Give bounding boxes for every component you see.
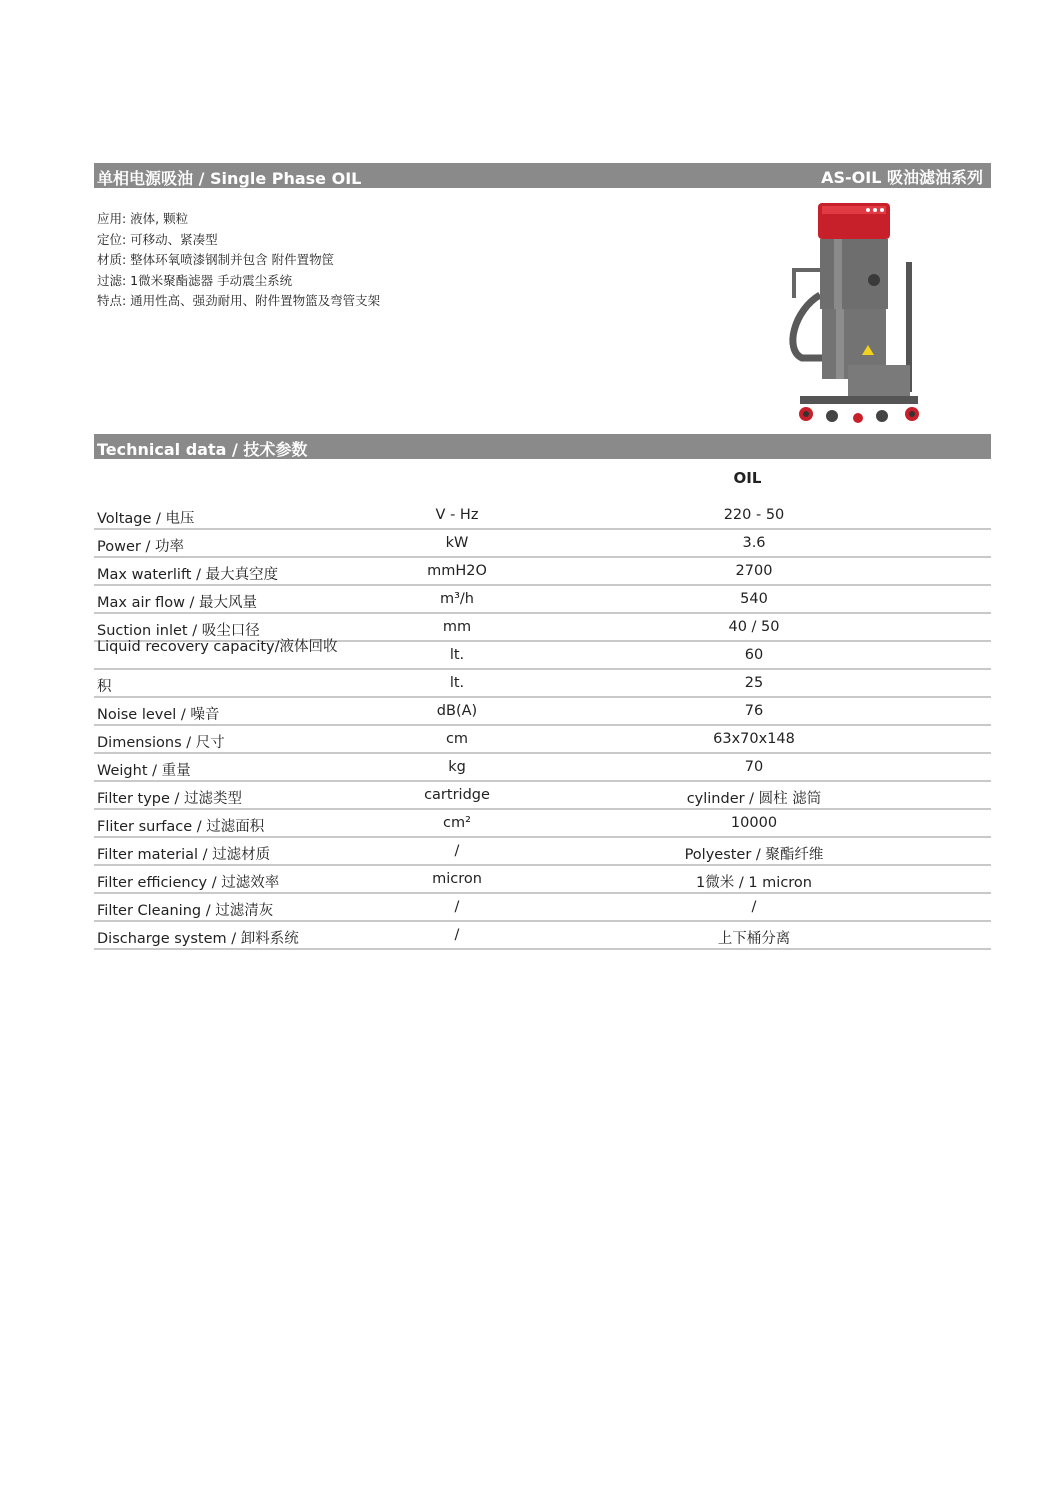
feature-item: 应用: 液体, 颗粒 bbox=[97, 211, 189, 226]
spec-unit: micron bbox=[432, 871, 482, 887]
technical-data-bar bbox=[94, 434, 991, 459]
table-row bbox=[94, 782, 991, 810]
spec-label: Discharge system / 卸料系统 bbox=[97, 931, 299, 947]
feature-item: 定位: 可移动、紧凑型 bbox=[97, 231, 218, 247]
spec-value: Polyester / 聚酯纤维 bbox=[684, 847, 824, 863]
table-row bbox=[94, 639, 991, 670]
spec-unit: mmH2O bbox=[427, 563, 487, 579]
table-row bbox=[94, 586, 991, 614]
spec-unit: V - Hz bbox=[435, 507, 479, 523]
spec-label: Max air flow / 最大风量 bbox=[97, 595, 258, 611]
table-row bbox=[94, 810, 991, 838]
spec-table bbox=[94, 502, 991, 950]
spec-value: 63x70x148 bbox=[713, 731, 795, 747]
spec-label: Voltage / 电压 bbox=[97, 511, 195, 527]
spec-label: Filter type / 过滤类型 bbox=[97, 791, 243, 807]
spec-label: Filter material / 过滤材质 bbox=[97, 847, 271, 863]
spec-value: 3.6 bbox=[742, 535, 766, 551]
table-row bbox=[94, 754, 991, 782]
spec-value: 25 bbox=[744, 675, 764, 691]
feature-item: 过滤: 1微米聚酯滤器 手动震尘系统 bbox=[97, 272, 293, 288]
spec-value: 220 - 50 bbox=[723, 507, 785, 523]
spec-unit: m³/h bbox=[439, 591, 474, 607]
spec-value: 40 / 50 bbox=[728, 619, 780, 635]
spec-unit: mm bbox=[442, 619, 472, 635]
spec-unit: cartridge bbox=[424, 787, 490, 803]
technical-data-title: Technical data / 技术参数 bbox=[97, 440, 308, 459]
header-left-title: 单相电源吸油 / Single Phase OIL bbox=[97, 169, 362, 188]
spec-value: 540 bbox=[740, 591, 768, 607]
spec-label: Dimensions / 尺寸 bbox=[97, 735, 225, 751]
spec-unit: cm² bbox=[443, 815, 471, 831]
table-row bbox=[94, 530, 991, 558]
spec-unit: lt. bbox=[449, 675, 465, 691]
spec-unit: cm bbox=[445, 731, 469, 747]
spec-value: 2700 bbox=[735, 563, 773, 579]
spec-label: 积 bbox=[97, 679, 112, 695]
feature-item: 特点: 通用性高、强劲耐用、附件置物篮及弯管支架 bbox=[97, 293, 381, 308]
spec-value: cylinder / 圆柱 滤筒 bbox=[686, 791, 822, 807]
table-row bbox=[94, 726, 991, 754]
header-bar bbox=[94, 163, 991, 188]
column-header-oil: OIL bbox=[733, 469, 762, 487]
spec-label: Max waterlift / 最大真空度 bbox=[97, 567, 279, 583]
spec-value: 76 bbox=[744, 703, 764, 719]
spec-value: 上下桶分离 bbox=[717, 931, 791, 947]
spec-value: / bbox=[751, 899, 757, 915]
spec-value: 70 bbox=[744, 759, 764, 775]
spec-label: Weight / 重量 bbox=[97, 763, 191, 779]
spec-label: Power / 功率 bbox=[97, 539, 184, 555]
spec-value: 10000 bbox=[730, 815, 778, 831]
table-row bbox=[94, 838, 991, 866]
spec-label: Fliter surface / 过滤面积 bbox=[97, 819, 265, 835]
spec-label: Liquid recovery capacity/液体回收 bbox=[97, 639, 338, 655]
spec-unit: / bbox=[454, 899, 460, 915]
spec-label: Noise level / 噪音 bbox=[97, 707, 220, 723]
header-right-title: AS-OIL 吸油滤油系列 bbox=[821, 168, 983, 187]
spec-unit: lt. bbox=[449, 647, 465, 663]
table-row bbox=[94, 670, 991, 698]
table-row bbox=[94, 698, 991, 726]
spec-label: Filter Cleaning / 过滤清灰 bbox=[97, 903, 274, 919]
table-row bbox=[94, 558, 991, 586]
vacuum-cleaner-product-image bbox=[784, 200, 924, 428]
spec-label: Suction inlet / 吸尘口径 bbox=[97, 623, 260, 639]
spec-unit: kW bbox=[445, 535, 469, 551]
spec-value: 1微米 / 1 micron bbox=[696, 875, 812, 891]
table-row bbox=[94, 894, 991, 922]
table-row bbox=[94, 502, 991, 530]
table-row bbox=[94, 922, 991, 950]
spec-unit: / bbox=[454, 843, 460, 859]
spec-unit: dB(A) bbox=[436, 703, 478, 719]
feature-item: 材质: 整体环氧喷漆钢制并包含 附件置物筐 bbox=[97, 252, 335, 267]
spec-value: 60 bbox=[744, 647, 764, 663]
spec-label: Filter efficiency / 过滤效率 bbox=[97, 875, 280, 891]
spec-unit: kg bbox=[448, 759, 466, 775]
table-row bbox=[94, 866, 991, 894]
feature-list bbox=[97, 209, 380, 312]
spec-unit: / bbox=[454, 927, 460, 943]
